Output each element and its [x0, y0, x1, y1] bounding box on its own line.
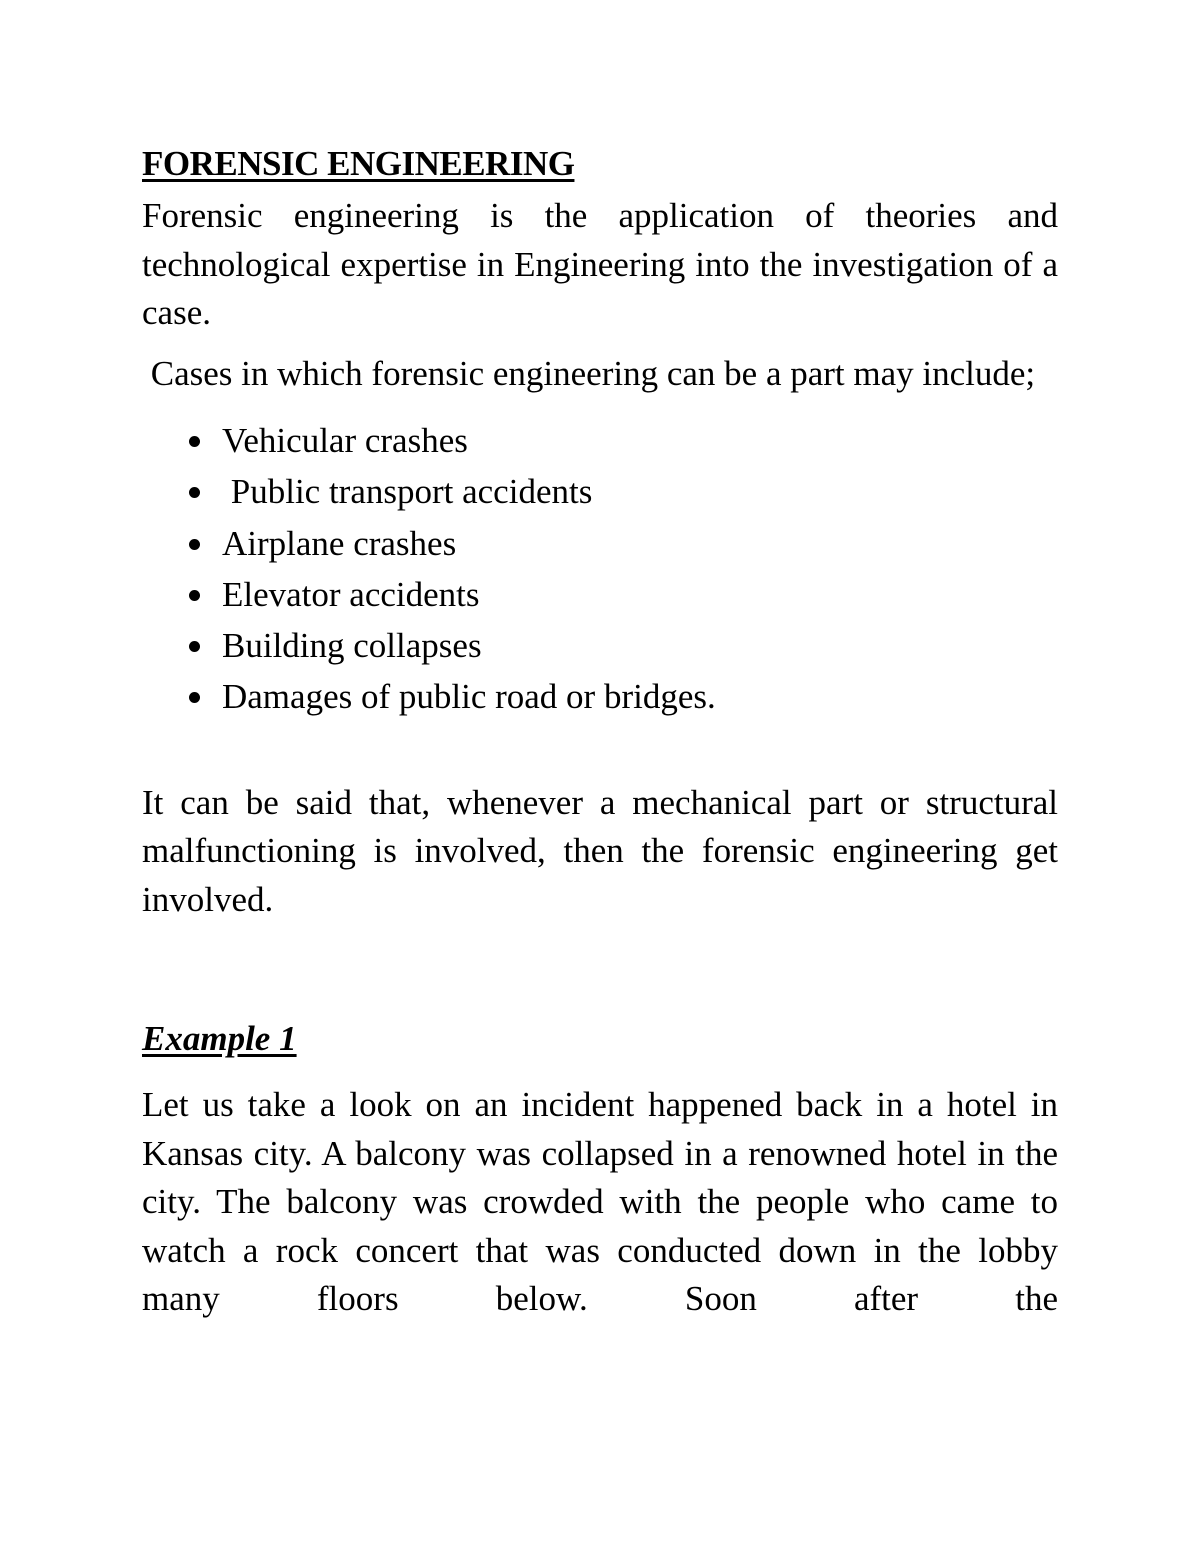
list-item-text: Elevator accidents [222, 574, 480, 614]
cases-intro-paragraph [142, 350, 1058, 399]
list-item [142, 671, 1058, 722]
bullet-icon [189, 692, 200, 703]
document-page [142, 140, 1058, 1324]
bullet-icon [189, 641, 200, 652]
bullet-icon [189, 590, 200, 601]
intro-paragraph: Forensic engineering is the application of theories and technological expertise in Engineering into the investigation of a case. [142, 196, 1058, 332]
list-item [142, 415, 1058, 466]
cases-intro-text: Cases in which forensic engineering can be a part may include; [150, 353, 1036, 393]
list-item [142, 518, 1058, 569]
bullet-icon [189, 539, 200, 550]
document-title: FORENSIC ENGINEERING [142, 144, 575, 183]
list-item [142, 466, 1058, 517]
cases-list [142, 415, 1058, 723]
list-item [142, 569, 1058, 620]
list-item-text: Airplane crashes [222, 523, 457, 563]
list-item-text: Building collapses [222, 626, 482, 666]
example-paragraph: Let us take a look on an incident happened back in a hotel in Kansas city. A balcony was collapsed in a renowned hotel in the city. The balcony was crowded with the people who came to watch a rock concert that was conducted down in the lobby many floors below. Soon after the [142, 1085, 1058, 1319]
bullet-icon [189, 436, 200, 447]
example-heading: Example 1 [142, 1019, 297, 1059]
bullet-icon [189, 487, 200, 498]
list-item-text: Vehicular crashes [222, 421, 468, 460]
list-item [142, 620, 1058, 671]
summary-paragraph: It can be said that, whenever a mechanical part or structural malfunctioning is involved, then the forensic engineering get involved. [142, 782, 1058, 919]
list-item-text: Damages of public road or bridges. [222, 677, 716, 717]
list-item-text: Public transport accidents [222, 472, 593, 512]
